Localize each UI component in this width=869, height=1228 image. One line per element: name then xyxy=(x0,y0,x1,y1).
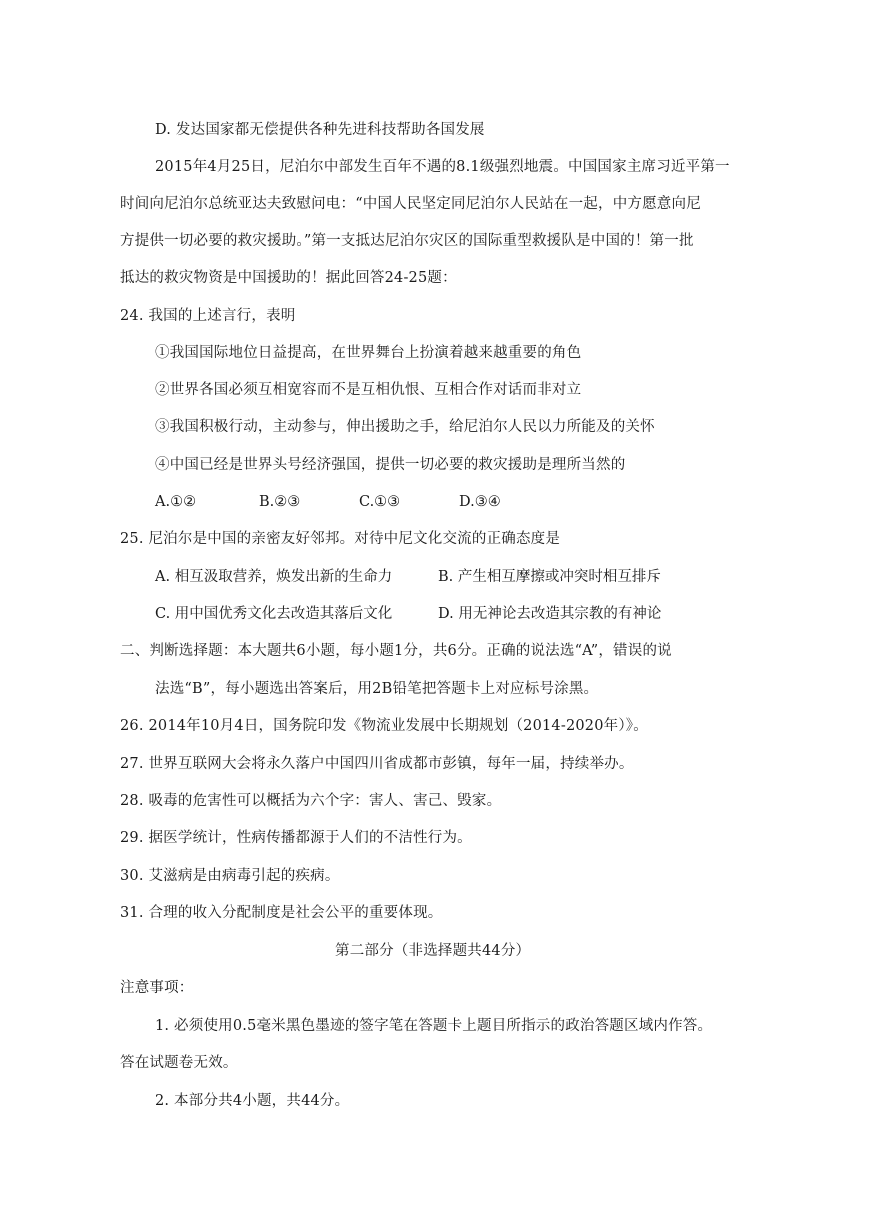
question-24-statement-3: ③我国积极行动，主动参与，伸出援助之手，给尼泊尔人民以力所能及的关怀 xyxy=(155,419,655,435)
part-2-title: 第二部分（非选择题共44分） xyxy=(335,943,531,959)
judgement-item-26: 26. 2014年10月4日，国务院印发《物流业发展中长期规划（2014-2020年）》。 xyxy=(120,718,648,734)
notice-item-1-line-2: 答在试题卷无效。 xyxy=(120,1055,238,1071)
notice-item-1-line-1: 1. 必须使用0.5毫米黑色墨迹的签字笔在答题卡上题目所指示的政治答题区域内作答。 xyxy=(155,1018,713,1034)
question-24-statement-2: ②世界各国必须互相宽容而不是互相仇恨、互相合作对话而非对立 xyxy=(155,382,582,398)
question-25-stem: 25. 尼泊尔是中国的亲密友好邻邦。对待中尼文化交流的正确态度是 xyxy=(120,531,561,547)
question-24-option-b: B.②③ xyxy=(259,494,301,510)
question-25-option-b: B. 产生相互摩擦或冲突时相互排斥 xyxy=(438,569,661,585)
section-2-heading-line-1: 二、判断选择题：本大题共6小题，每小题1分，共6分。正确的说法选“A”，错误的说 xyxy=(120,643,672,659)
notice-item-2: 2. 本部分共4小题，共44分。 xyxy=(155,1093,350,1109)
section-2-heading-line-2: 法选“B”，每小题选出答案后，用2B铅笔把答题卡上对应标号涂黑。 xyxy=(155,681,599,697)
question-25-option-d: D. 用无神论去改造其宗教的有神论 xyxy=(438,606,662,622)
judgement-item-28: 28. 吸毒的危害性可以概括为六个字：害人、害己、毁家。 xyxy=(120,793,502,809)
question-24-stem: 24. 我国的上述言行，表明 xyxy=(120,308,296,324)
context-paragraph-line-2: 时间向尼泊尔总统亚达夫致慰问电：“中国人民坚定同尼泊尔人民站在一起，中方愿意向尼 xyxy=(120,196,701,212)
context-paragraph-line-3: 方提供一切必要的救灾援助。”第一支抵达尼泊尔灾区的国际重型救援队是中国的！第一批 xyxy=(120,233,694,249)
judgement-item-27: 27. 世界互联网大会将永久落户中国四川省成都市彭镇，每年一届，持续举办。 xyxy=(120,756,634,772)
question-24-statement-4: ④中国已经是世界头号经济强国，提供一切必要的救灾援助是理所当然的 xyxy=(155,457,626,473)
question-24-option-a: A.①② xyxy=(155,494,197,510)
judgement-item-30: 30. 艾滋病是由病毒引起的疾病。 xyxy=(120,868,340,884)
context-paragraph-line-1: 2015年4月25日，尼泊尔中部发生百年不遇的8.1级强烈地震。中国国家主席习近平第一 xyxy=(155,159,730,175)
notice-label: 注意事项： xyxy=(120,980,194,996)
context-paragraph-line-4: 抵达的救灾物资是中国援助的！据此回答24-25题： xyxy=(120,270,457,286)
question-24-statement-1: ①我国国际地位日益提高，在世界舞台上扮演着越来越重要的角色 xyxy=(155,345,582,361)
previous-option-d: D. 发达国家都无偿提供各种先进科技帮助各国发展 xyxy=(155,122,485,138)
question-24-option-c: C.①③ xyxy=(359,494,401,510)
question-24-option-d: D.③④ xyxy=(459,494,501,510)
judgement-item-29: 29. 据医学统计，性病传播都源于人们的不洁性行为。 xyxy=(120,830,472,846)
question-25-option-c: C. 用中国优秀文化去改造其落后文化 xyxy=(155,606,393,622)
judgement-item-31: 31. 合理的收入分配制度是社会公平的重要体现。 xyxy=(120,905,443,921)
question-25-option-a: A. 相互汲取营养，焕发出新的生命力 xyxy=(155,569,393,585)
